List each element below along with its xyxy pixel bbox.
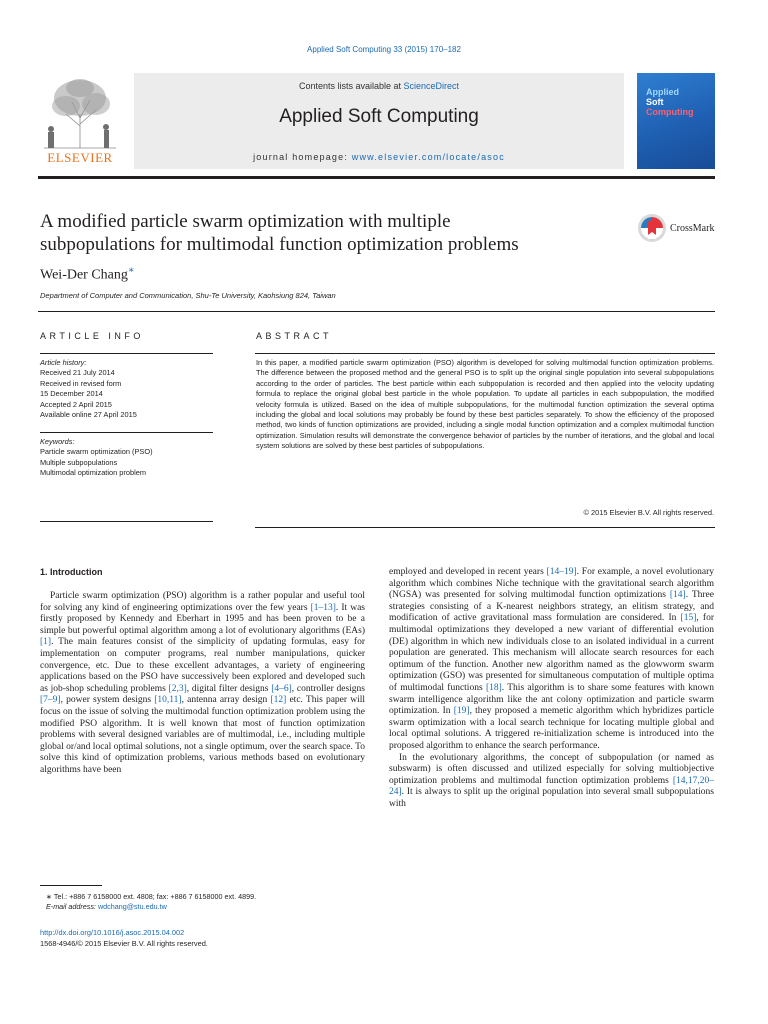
- paragraph-text: . It was firstly proposed by Kennedy and Eberhart in 1995 and has been proven to be a simple but powerful optimal algorithm among a lot of evolutionary algorithms (EAs): [40, 602, 365, 636]
- article-info-divider: [40, 432, 213, 433]
- citation-link[interactable]: [14,17,20–24]: [389, 775, 714, 798]
- keywords: Keywords: Particle swarm optimization (PSO) Multiple subpopulations Multimodal optimization problem: [40, 437, 213, 479]
- issn-line: 1568-4946/© 2015 Elsevier B.V. All rights reserved.: [40, 938, 208, 948]
- corresponding-author-mark[interactable]: ∗: [127, 265, 135, 276]
- paragraph-text: Particle swarm optimization (PSO) algorithm is a rather popular and useful tool for solving any kind of engineering optimizations over the few years: [40, 591, 365, 613]
- article-info-heading: ARTICLE INFO: [40, 331, 144, 341]
- crossmark-label: CrossMark: [670, 223, 715, 234]
- crossmark-badge[interactable]: [637, 213, 717, 245]
- footnotes: [40, 892, 365, 912]
- section-heading-introduction: 1. Introduction: [40, 567, 103, 577]
- paragraph-text: , digital filter designs: [186, 683, 272, 694]
- history-item: Received 21 July 2014: [40, 368, 115, 378]
- paragraph-text: In the evolutionary algorithms, the concept of subpopulation (or named as subswarm) is often discussed and utilized especially for solving multiobjective optimization problems and multimodal function optimization problems: [389, 752, 714, 786]
- citation-link[interactable]: [10,11]: [154, 695, 182, 706]
- abstract-bottom-rule: [255, 527, 715, 528]
- body-column-right: [389, 567, 714, 810]
- abstract-heading: ABSTRACT: [256, 331, 333, 341]
- history-item: Available online 27 April 2015: [40, 410, 137, 420]
- citation-link[interactable]: [1]: [40, 637, 52, 648]
- section-rule: [38, 311, 715, 312]
- citation-link[interactable]: [15]: [680, 613, 697, 624]
- paragraph-text: , for multimodal optimizations they developed a new variant of differential evolution (DE) algorithm in which new individuals close to an isolated individual in a current population are generated. This mechanism will allocate search resources for each optimum of the function. Another new algorithm named as the glowworm swarm optimization (GSO) was presented for simultaneous computation of multiple optima of multimodal functions: [389, 613, 714, 693]
- doi-link[interactable]: http://dx.doi.org/10.1016/j.asoc.2015.04.002: [40, 928, 185, 937]
- citation-link[interactable]: [2,3]: [168, 683, 187, 694]
- paragraph-text: . Three strategies consisting of a K-nearest neighbors strategy, an elitism strategy, and modification of active gravitational mass formulation are considered. In: [389, 590, 714, 624]
- keyword-item: Particle swarm optimization (PSO): [40, 447, 153, 457]
- cover-title: Applied Soft Computing: [646, 87, 694, 117]
- author-name: Wei-Der Chang: [40, 267, 128, 283]
- paragraph-text: , power system designs: [60, 695, 155, 706]
- paragraph-text: employed and developed in recent years: [389, 567, 547, 577]
- journal-cover-thumbnail[interactable]: [637, 73, 715, 169]
- masthead-rule: [38, 176, 715, 179]
- paragraph-text: , antenna array design: [181, 695, 271, 706]
- copyright-line: © 2015 Elsevier B.V. All rights reserved.: [583, 508, 714, 517]
- sciencedirect-link[interactable]: ScienceDirect: [403, 81, 460, 91]
- paragraph-text: . For example, a novel evolutionary algorithm which combines Niche technique with the gravitational search algorithm (NGSA) was presented for solving multimodal function optimizations: [389, 567, 714, 601]
- paragraph-text: , they proposed a memetic algorithm which hybridizes particle swarm optimization with a local search technique for locating multiple global and local optimal solutions. A triggered re-initialization scheme is introduced into the proposed algorithm to enhance the search performance.: [389, 706, 714, 751]
- citation-link[interactable]: [14]: [669, 590, 686, 601]
- citation-link[interactable]: [4–6]: [271, 683, 292, 694]
- body-paragraph: [389, 753, 714, 811]
- citation-link[interactable]: [14–19]: [546, 567, 577, 577]
- history-item: 15 December 2014: [40, 389, 103, 399]
- homepage-line: journal homepage: www.elsevier.com/locate/asoc: [253, 152, 505, 162]
- citation-link[interactable]: [18]: [485, 682, 502, 693]
- elsevier-wordmark: ELSEVIER: [47, 150, 113, 165]
- author-email-link[interactable]: wdchang@stu.edu.tw: [97, 902, 167, 911]
- body-paragraph: [40, 591, 365, 777]
- citation-link[interactable]: [7–9]: [40, 695, 61, 706]
- body-column-left: [40, 591, 365, 777]
- citation-link[interactable]: [19]: [453, 706, 470, 717]
- paragraph-text: . This algorithm is to share some features with known swarm intelligence algorithm like the ant colony optimization and particle swarm optimization. In: [389, 682, 714, 717]
- journal-homepage-link[interactable]: www.elsevier.com/locate/asoc: [351, 152, 505, 162]
- doi-block: [40, 928, 208, 949]
- journal-citation[interactable]: Applied Soft Computing 33 (2015) 170–182: [307, 45, 461, 54]
- article-info-rule: [40, 353, 213, 354]
- contact-footnote: ∗ Tel.: +886 7 6158000 ext. 4808; fax: +886 7 6158000 ext. 4899.: [46, 892, 257, 901]
- paragraph-text: . The main features consist of the simplicity of updating formulas, easy for implementation on computer programs, real number manipulations, quicker convergence, etc. Due to these excellent advantages, a variety of engineering applications based on the PSO have successively been explored and developed such as job-shop scheduling problems: [40, 637, 365, 694]
- paragraph-text: . It is always to split up the original population into several small subpopulations with: [389, 787, 714, 809]
- contents-line: Contents lists available at ScienceDirect: [298, 81, 460, 91]
- history-item: Received in revised form: [40, 378, 122, 388]
- keyword-item: Multiple subpopulations: [40, 457, 118, 467]
- keyword-item: Multimodal optimization problem: [40, 468, 146, 478]
- citation-link[interactable]: [1–13]: [310, 602, 336, 613]
- crossmark-icon: [637, 213, 667, 243]
- body-paragraph: [389, 567, 714, 753]
- author-affiliation: Department of Computer and Communication, Shu-Te University, Kaohsiung 824, Taiwan: [40, 291, 336, 300]
- abstract-rule: [255, 353, 715, 354]
- history-item: Accepted 2 April 2015: [40, 399, 112, 409]
- paragraph-text: etc. This paper will focus on the issue of solving the multimodal function optimization problem using the modified PSO algorithm. It is well known that most of function optimization problems with several designed variables are of multimodal, i.e., including multiple global or/and local optimal solutions, not a single optimum, over the search space. To solve this kind of optimization problems, various methods based on evolutionary algorithms have been: [40, 695, 365, 775]
- abstract-text: In this paper, a modified particle swarm optimization (PSO) algorithm is developed for solving multimodal function optimization problems. The difference between the proposed method and the general PSO is to split up the original single population into several subpopulations according to the order of particles. The best particle within each subpopulation is recorded and then applied into the velocity updating formula to replace the original global best particle in the whole population. To update all particles in each subpopulation, the modified velocity formula is utilized. Based on the idea of multiple subpopulations, for the multimodal function optimization the several optima including the global and local solutions may probably be found by these best particles separately. To show the efficiency of the proposed method, two kinds of function optimizations are provided, including a single modal function optimization and a complex multimodal function optimization. Simulation results will demonstrate the convergence behavior of particles by the number of iterations, and the global and local system solutions are solved by these best particles of subpopulations.: [256, 358, 714, 451]
- article-history: Article history: Received 21 July 2014 Received in revised form 15 December 2014 Accepted 2 April 2015 Available online 27 April 2015: [40, 358, 213, 420]
- email-footnote: E-mail address: wdchang@stu.edu.tw: [46, 902, 167, 911]
- article-title: A modified particle swarm optimization with multiple subpopulations for multimodal function optimization problems: [40, 211, 519, 255]
- paragraph-text: , controller designs: [291, 683, 365, 694]
- citation-link[interactable]: [12]: [270, 695, 287, 706]
- footnote-rule: [40, 885, 102, 886]
- journal-masthead: [134, 73, 624, 169]
- article-info-bottom-rule: [40, 521, 213, 522]
- author-line: [40, 265, 135, 284]
- journal-name: Applied Soft Computing: [279, 106, 479, 127]
